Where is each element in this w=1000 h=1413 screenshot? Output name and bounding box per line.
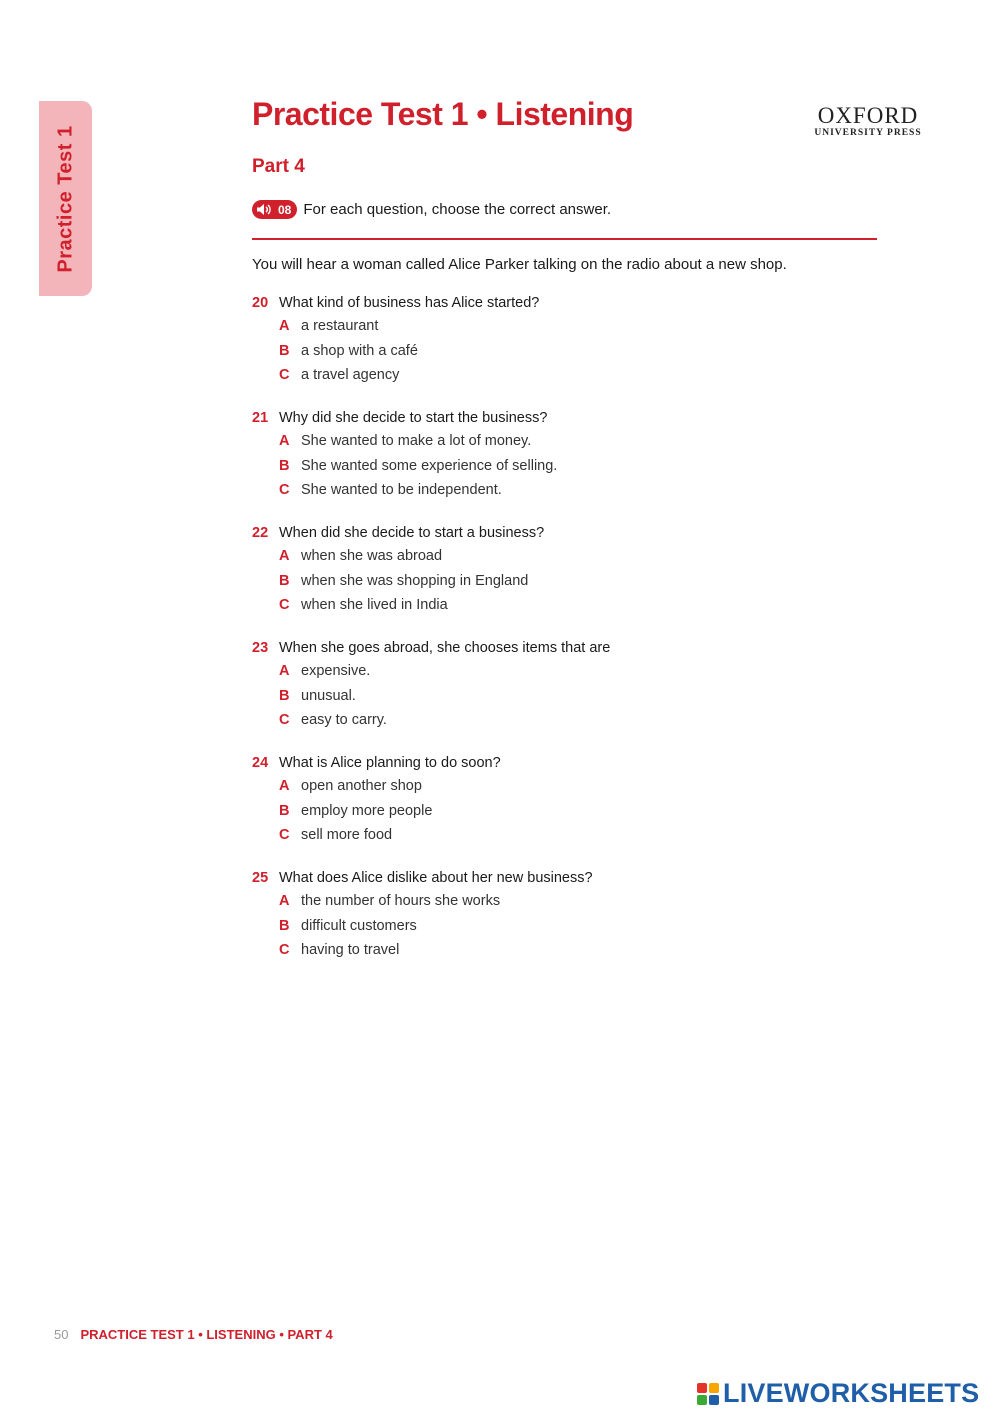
option-text: difficult customers xyxy=(301,917,417,934)
option-b[interactable] xyxy=(252,569,892,594)
logo-sub-text: UNIVERSITY PRESS xyxy=(814,128,922,138)
option-c[interactable] xyxy=(252,823,892,848)
question-list xyxy=(252,292,892,982)
option-b[interactable] xyxy=(252,799,892,824)
option-a[interactable] xyxy=(252,774,892,799)
option-b[interactable] xyxy=(252,339,892,364)
question-text: Why did she decide to start the business? xyxy=(279,410,548,426)
liveworksheets-text: LIVEWORKSHEETS xyxy=(723,1378,980,1408)
option-text: the number of hours she works xyxy=(301,893,501,910)
option-b[interactable] xyxy=(252,914,892,939)
option-text: a shop with a café xyxy=(301,342,418,359)
option-a[interactable] xyxy=(252,314,892,339)
question-24 xyxy=(252,752,892,848)
option-b[interactable] xyxy=(252,684,892,709)
question-20 xyxy=(252,292,892,388)
option-letter: A xyxy=(279,548,290,565)
option-letter: B xyxy=(279,687,290,704)
grid-square xyxy=(709,1383,719,1393)
option-a[interactable] xyxy=(252,429,892,454)
option-letter: C xyxy=(279,827,290,844)
side-tab-label: Practice Test 1 xyxy=(54,124,76,273)
logo-main-text: OXFORD xyxy=(817,103,919,128)
question-number: 25 xyxy=(252,870,269,886)
option-text: a travel agency xyxy=(301,367,400,384)
grid-square xyxy=(709,1395,719,1405)
intro-text: You will hear a woman called Alice Parker talking on the radio about a new shop. xyxy=(252,256,787,273)
question-number: 23 xyxy=(252,640,269,656)
option-letter: C xyxy=(279,482,290,499)
option-letter: A xyxy=(279,433,290,450)
option-letter: B xyxy=(279,457,290,474)
option-c[interactable] xyxy=(252,708,892,733)
audio-instruction xyxy=(252,200,611,219)
option-text: She wanted to make a lot of money. xyxy=(301,433,532,450)
side-tab xyxy=(39,101,92,296)
page-title: Practice Test 1 • Listening xyxy=(252,96,634,132)
page-number: 50 xyxy=(54,1327,69,1342)
option-a[interactable] xyxy=(252,659,892,684)
running-title: PRACTICE TEST 1 • LISTENING • PART 4 xyxy=(80,1327,333,1342)
option-c[interactable] xyxy=(252,363,892,388)
grid-square xyxy=(697,1395,707,1405)
option-letter: C xyxy=(279,942,290,959)
question-22 xyxy=(252,522,892,618)
question-text: What does Alice dislike about her new business? xyxy=(279,870,593,886)
question-text: What is Alice planning to do soon? xyxy=(279,755,501,771)
option-b[interactable] xyxy=(252,454,892,479)
page-footer xyxy=(54,1327,333,1342)
option-text: when she lived in India xyxy=(301,597,448,614)
option-letter: C xyxy=(279,712,290,729)
option-text: when she was abroad xyxy=(301,548,443,565)
option-c[interactable] xyxy=(252,593,892,618)
audio-track-number: 08 xyxy=(278,202,292,217)
oxford-logo xyxy=(808,104,928,138)
option-text: a restaurant xyxy=(301,318,379,335)
option-text: having to travel xyxy=(301,942,400,959)
grid-square xyxy=(697,1383,707,1393)
divider xyxy=(252,238,877,240)
question-text: When did she decide to start a business? xyxy=(279,525,545,541)
option-text: sell more food xyxy=(301,827,393,844)
question-text: What kind of business has Alice started? xyxy=(279,295,540,311)
question-25 xyxy=(252,867,892,963)
option-c[interactable] xyxy=(252,938,892,963)
instruction-text: For each question, choose the correct answer. xyxy=(303,201,612,218)
option-text: open another shop xyxy=(301,778,422,795)
option-text: She wanted to be independent. xyxy=(301,482,502,499)
option-letter: A xyxy=(279,318,290,335)
option-text: unusual. xyxy=(301,687,356,704)
option-letter: A xyxy=(279,893,290,910)
question-text: When she goes abroad, she chooses items that are xyxy=(279,640,611,656)
option-letter: A xyxy=(279,778,290,795)
option-text: easy to carry. xyxy=(301,712,387,729)
liveworksheets-logo xyxy=(697,1378,979,1409)
option-letter: B xyxy=(279,572,290,589)
option-letter: B xyxy=(279,917,290,934)
question-number: 20 xyxy=(252,295,269,311)
option-text: She wanted some experience of selling. xyxy=(301,457,558,474)
option-c[interactable] xyxy=(252,478,892,503)
liveworksheets-grid-icon xyxy=(697,1383,719,1405)
option-letter: B xyxy=(279,342,290,359)
question-23 xyxy=(252,637,892,733)
speaker-icon xyxy=(256,203,272,216)
audio-track-button[interactable] xyxy=(252,200,297,219)
question-21 xyxy=(252,407,892,503)
option-text: when she was shopping in England xyxy=(301,572,529,589)
option-letter: B xyxy=(279,802,290,819)
option-a[interactable] xyxy=(252,889,892,914)
part-heading: Part 4 xyxy=(252,156,305,177)
option-text: employ more people xyxy=(301,802,433,819)
option-text: expensive. xyxy=(301,663,371,680)
option-letter: A xyxy=(279,663,290,680)
question-number: 24 xyxy=(252,755,269,771)
question-number: 22 xyxy=(252,525,269,541)
option-a[interactable] xyxy=(252,544,892,569)
question-number: 21 xyxy=(252,410,269,426)
option-letter: C xyxy=(279,367,290,384)
option-letter: C xyxy=(279,597,290,614)
